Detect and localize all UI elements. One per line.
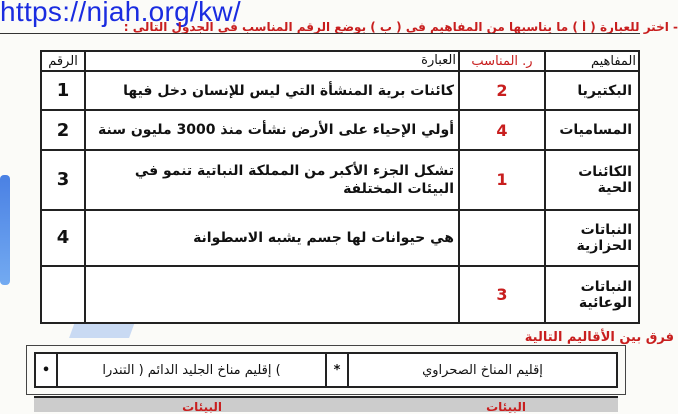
concept-cell: النباتات الحزازية: [545, 210, 639, 267]
table-header-row: [41, 51, 639, 71]
section2-title: فرق بين الأقاليم التالية: [524, 330, 674, 345]
header-phrase: العبارة: [85, 51, 459, 71]
concept-cell: المساميات: [545, 110, 639, 149]
dot-cell: •: [35, 353, 57, 387]
instruction-underline: [0, 33, 640, 34]
phrase-cell: هي حيوانات لها جسم يشبه الاسطوانة: [85, 210, 459, 267]
phrase-cell: تشكل الجزء الأكبر من المملكة النباتية تنمو في البيئات المختلفة: [85, 150, 459, 210]
table-row: [41, 150, 639, 210]
number-cell: 1: [41, 71, 85, 110]
concept-cell: البكتيريا: [545, 71, 639, 110]
number-cell: 2: [41, 110, 85, 149]
header-number: الرقم: [41, 51, 85, 71]
table-row: [41, 110, 639, 149]
table-row: [41, 210, 639, 267]
matching-table: [40, 50, 640, 324]
table-row: [41, 71, 639, 110]
concept-cell: النباتات الوعائية: [545, 266, 639, 323]
question-instruction: - اختر للعبارة ( أ ) ما يناسبها من المفاهيم في ( ب ) بوضع الرقم المناسب في الجدول التالي :: [123, 20, 678, 34]
phrase-cell: [85, 266, 459, 323]
environment-label-1: البيئات: [486, 400, 526, 414]
match-cell: 2: [459, 71, 545, 110]
desert-climate-cell: إقليم المناخ الصحراوي: [348, 353, 617, 387]
header-concepts: المفاهيم: [545, 51, 639, 71]
watermark-url: https://njah.org/kw/: [0, 0, 242, 27]
tundra-climate-cell: ) إقليم مناخ الجليد الدائم ( التندرا: [57, 353, 326, 387]
blue-scan-mark: [0, 175, 10, 285]
table-row: [41, 266, 639, 323]
number-cell: [41, 266, 85, 323]
climate-table: [34, 352, 618, 388]
environment-label-2: البيئات: [182, 400, 222, 414]
match-cell: 1: [459, 150, 545, 210]
phrase-cell: أولي الإحياء على الأرض نشأت منذ 3000 مليون سنة: [85, 110, 459, 149]
concept-cell: الكائنات الحية: [545, 150, 639, 210]
match-cell: 3: [459, 266, 545, 323]
climate-row: [35, 353, 617, 387]
match-cell: [459, 210, 545, 267]
star-cell: *: [326, 353, 348, 387]
phrase-cell: كائنات برية المنشأة التي ليس للإنسان دخل فيها: [85, 71, 459, 110]
match-cell: 4: [459, 110, 545, 149]
number-cell: 3: [41, 150, 85, 210]
number-cell: 4: [41, 210, 85, 267]
blue-scan-mark-small: [69, 322, 135, 338]
header-match: ر. المناسب: [459, 51, 545, 71]
